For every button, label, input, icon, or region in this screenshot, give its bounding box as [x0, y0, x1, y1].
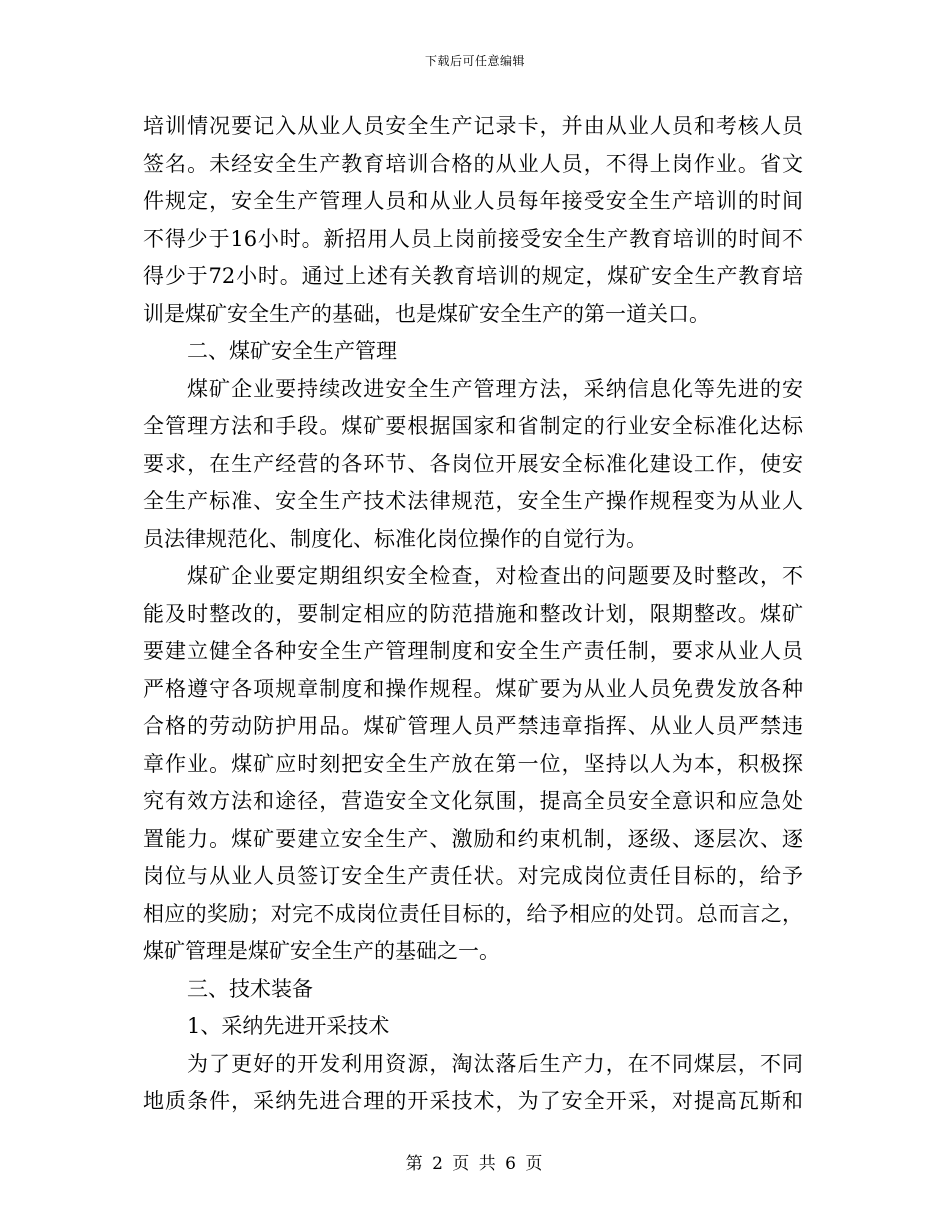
- page-number-footer: 第 2 页 共 6 页: [405, 1154, 545, 1174]
- text-line: 置能力。煤矿要建立安全生产、激励和约束机制，逐级、逐层次、逐: [143, 826, 803, 851]
- text-line: 煤矿企业要定期组织安全检查，对检查出的问题要及时整改，不: [187, 564, 803, 588]
- text-line: 件规定，安全生产管理人员和从业人员每年接受安全生产培训的时间: [143, 189, 803, 213]
- text-line: 合格的劳动防护用品。煤矿管理人员严禁违章指挥、从业人员严禁违: [143, 714, 803, 738]
- text-line: 员法律规范化、制度化、标准化岗位操作的自觉行为。: [143, 526, 647, 551]
- text-line: 训是煤矿安全生产的基础，也是煤矿安全生产的第一道关口。: [143, 301, 710, 326]
- text-line: 不得少于16小时。新招用人员上岗前接受安全生产教育培训的时间不: [143, 226, 803, 251]
- text-line: 严格遵守各项规章制度和操作规程。煤矿要为从业人员免费发放各种: [143, 676, 803, 701]
- text-line: 要求，在生产经营的各环节、各岗位开展安全标准化建设工作，使安: [143, 451, 803, 476]
- section-heading: 三、技术装备: [187, 976, 313, 1001]
- text-line: 章作业。煤矿应时刻把安全生产放在第一位，坚持以人为本，积极探: [143, 751, 803, 776]
- text-line: 地质条件，采纳先进合理的开采技术，为了安全开采，对提高瓦斯和: [143, 1089, 803, 1113]
- text-line: 煤矿管理是煤矿安全生产的基础之一。: [143, 939, 500, 963]
- subsection-heading: 1、采纳先进开采技术: [187, 1014, 390, 1038]
- text-line: 为了更好的开发利用资源，淘汰落后生产力，在不同煤层，不同: [187, 1051, 803, 1076]
- text-line: 培训情况要记入从业人员安全生产记录卡，并由从业人员和考核人员: [143, 114, 803, 138]
- text-line: 要建立健全各种安全生产管理制度和安全生产责任制，要求从业人员: [143, 639, 803, 663]
- text-line: 得少于72小时。通过上述有关教育培训的规定，煤矿安全生产教育培: [143, 264, 803, 288]
- text-line: 能及时整改的，要制定相应的防范措施和整改计划，限期整改。煤矿: [143, 601, 803, 626]
- text-line: 签名。未经安全生产教育培训合格的从业人员，不得上岗作业。省文: [143, 151, 803, 176]
- text-line: 全生产标准、安全生产技术法律规范，安全生产操作规程变为从业人: [143, 489, 803, 513]
- section-heading: 二、煤矿安全生产管理: [187, 339, 397, 363]
- text-line: 岗位与从业人员签订安全生产责任状。对完成岗位责任目标的，给予: [143, 864, 803, 888]
- text-line: 煤矿企业要持续改进安全生产管理方法，采纳信息化等先进的安: [187, 376, 803, 401]
- text-line: 全管理方法和手段。煤矿要根据国家和省制定的行业安全标准化达标: [143, 414, 803, 438]
- page-header: 下载后可任意编辑: [424, 54, 525, 68]
- document-body: [143, 108, 803, 1121]
- text-line: 究有效方法和途径，营造安全文化氛围，提高全员安全意识和应急处: [143, 789, 803, 813]
- text-line: 相应的奖励；对完不成岗位责任目标的，给予相应的处罚。总而言之，: [143, 901, 803, 926]
